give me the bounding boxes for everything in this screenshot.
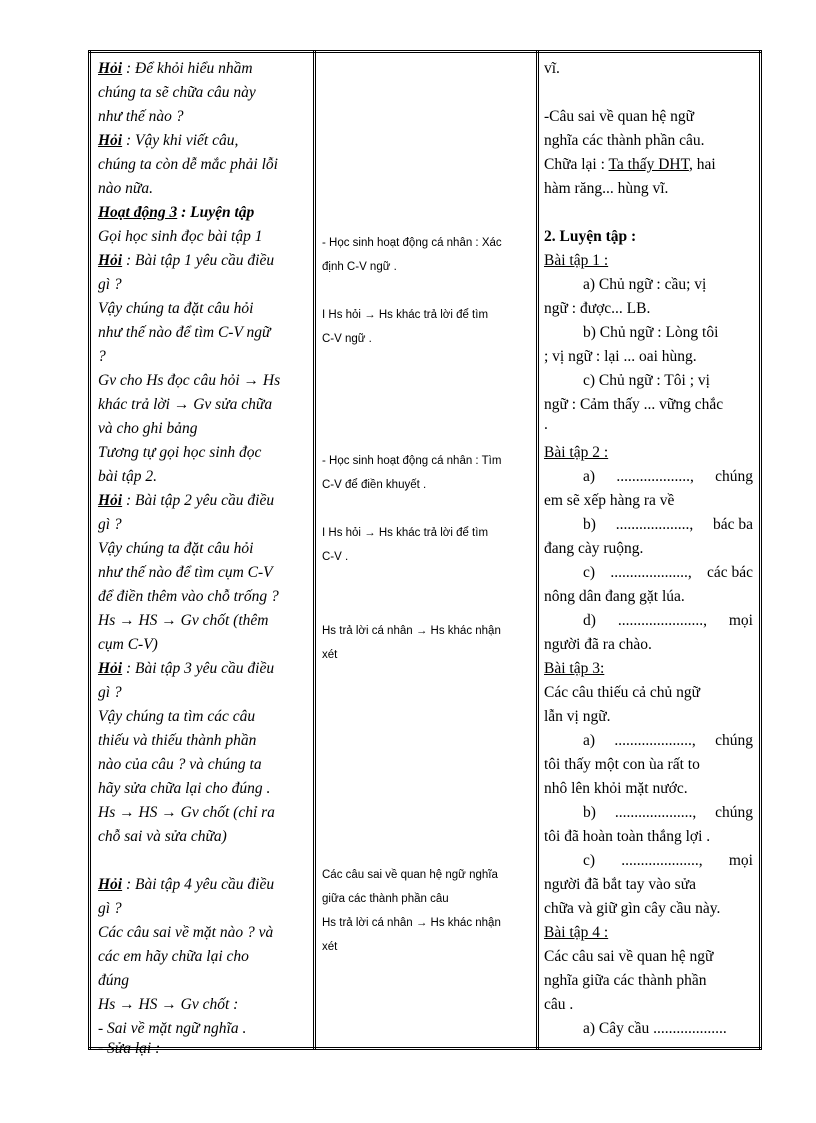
text-line: C-V ngữ . — [322, 333, 372, 345]
text-line: và cho ghi bảng — [98, 420, 198, 437]
text-line: để điền thêm vào chỗ trống ? — [98, 588, 279, 605]
text-line: Hs → HS → Gv chốt : — [98, 996, 239, 1013]
text-line: đang cày ruộng. — [544, 540, 644, 557]
text-line: gì ? — [98, 276, 122, 293]
text-line: người đã ra chào. — [544, 636, 652, 653]
text-line: nào nữa. — [98, 180, 153, 197]
text-line: chúng ta còn dễ mắc phải lỗi — [98, 156, 278, 173]
blank-line: d) ......................, mọi — [583, 612, 753, 629]
text-line: cụm C-V) — [98, 636, 158, 653]
text-line: Gọi học sinh đọc bài tập 1 — [98, 228, 263, 245]
teacher-activity-column — [90, 52, 315, 1057]
text-line: -Câu sai về quan hệ ngữ — [544, 108, 695, 125]
exercise-title: Bài tập 1 : — [544, 252, 609, 269]
text-line: nào của câu ? và chúng ta — [98, 756, 262, 773]
text-line: em sẽ xếp hàng ra về — [544, 492, 675, 509]
text-line: Tương tự gọi học sinh đọc — [98, 444, 262, 461]
text-line: a) Cây cầu ................... — [583, 1020, 727, 1037]
text-line: hàm răng... hùng vĩ. — [544, 180, 669, 197]
text-line: như thế nào ? — [98, 108, 184, 125]
text-line: - Sửa lại : — [98, 1040, 161, 1057]
question-line: Hỏi : Bài tập 1 yêu cầu điều — [98, 252, 275, 269]
text-line: như thế nào để tìm cụm C-V — [98, 564, 273, 581]
text-line: c) Chủ ngữ : Tôi ; vị — [583, 372, 710, 389]
text-line: chỗ sai và sửa chữa) — [98, 828, 227, 845]
text-line: chúng ta sẽ chữa câu này — [98, 84, 256, 101]
text-line: tôi đã hoàn toàn thắng lợi . — [544, 828, 711, 845]
text-line: định C-V ngữ . — [322, 261, 397, 273]
exercise-title: Bài tập 2 : — [544, 444, 609, 461]
text-line: nghĩa giữa các thành phần — [544, 972, 707, 989]
lesson-table — [88, 50, 762, 1057]
text-line: đúng — [98, 972, 129, 989]
text-line: lẫn vị ngữ. — [544, 708, 611, 725]
text-line: . — [544, 416, 548, 433]
text-line: khác trả lời → Gv sửa chữa — [98, 396, 273, 413]
text-line: - Sai về mặt ngữ nghĩa . — [98, 1020, 247, 1037]
fix-line: Chữa lại : Ta thấy DHT, hai — [544, 156, 716, 173]
text-line: vĩ. — [544, 60, 560, 77]
question-line: Hỏi : Bài tập 2 yêu cầu điều — [98, 492, 275, 509]
text-line: ? — [98, 348, 106, 365]
question-line: Hỏi : Vậy khi viết câu, — [98, 132, 239, 149]
question-line: Hỏi : Để khỏi hiểu nhầm — [98, 60, 253, 77]
text-line: a) Chủ ngữ : cầu; vị — [583, 276, 707, 293]
text-line: giữa các thành phần câu — [322, 893, 449, 905]
text-line: C-V . — [322, 551, 349, 563]
text-line: ngữ : được... LB. — [544, 300, 651, 317]
content-column — [538, 52, 761, 1049]
exercise-title: Bài tập 4 : — [544, 924, 609, 941]
text-line: tôi thấy một con ùa rất to — [544, 756, 700, 773]
text-line: nông dân đang gặt lúa. — [544, 588, 685, 605]
blank-line: c) ...................., mọi — [583, 852, 753, 869]
student-activity-column — [315, 52, 538, 1049]
text-line: nhô lên khỏi mặt nước. — [544, 780, 688, 797]
text-line: Vậy chúng ta tìm các câu — [98, 708, 256, 725]
blank-line: b) ...................., chúng — [583, 804, 753, 821]
text-line: xét — [322, 649, 338, 661]
text-line: Hs → HS → Gv chốt (thêm — [98, 612, 269, 629]
question-line: Hỏi : Bài tập 4 yêu cầu điều — [98, 876, 275, 893]
text-line: - Học sinh hoạt động cá nhân : Tìm — [322, 455, 502, 467]
text-line: gì ? — [98, 516, 122, 533]
text-line: Hs → HS → Gv chốt (chỉ ra — [98, 804, 275, 821]
text-line: hãy sửa chữa lại cho đúng . — [98, 780, 271, 797]
text-line: gì ? — [98, 684, 122, 701]
text-line: thiếu và thiếu thành phần — [98, 732, 257, 749]
blank-line: a) ..................., chúng — [583, 468, 753, 485]
exercise-title: Bài tập 3: — [544, 660, 605, 677]
text-line: I Hs hỏi → Hs khác trả lời để tìm — [322, 309, 489, 321]
question-line: Hỏi : Bài tập 3 yêu cầu điều — [98, 660, 275, 677]
blank-line: b) ..................., bác ba — [583, 516, 753, 533]
text-line: C-V để điền khuyết . — [322, 479, 427, 491]
text-line: các em hãy chữa lại cho — [98, 948, 249, 965]
text-line: Hs trả lời cá nhân → Hs khác nhận — [322, 625, 501, 637]
text-line: - Học sinh hoạt động cá nhân : Xác — [322, 237, 502, 249]
text-line: như thế nào để tìm C-V ngữ — [98, 324, 271, 341]
activity-heading: Hoạt động 3 : Luyện tập — [98, 204, 255, 221]
text-line: người đã bắt tay vào sửa — [544, 876, 696, 893]
text-line: bài tập 2. — [98, 468, 157, 485]
blank-line: c) ...................., các bác — [583, 564, 753, 581]
text-line: I Hs hỏi → Hs khác trả lời để tìm — [322, 527, 489, 539]
text-line: xét — [322, 941, 338, 953]
text-line: Các câu sai về mặt nào ? và — [98, 924, 274, 941]
text-line: Các câu thiếu cả chủ ngữ — [544, 684, 701, 701]
text-line: Hs trả lời cá nhân → Hs khác nhận — [322, 917, 501, 929]
section-heading: 2. Luyện tập : — [544, 228, 637, 245]
text-line: Vậy chúng ta đặt câu hỏi — [98, 540, 254, 557]
text-line: Các câu sai về quan hệ ngữ nghĩa — [322, 869, 498, 881]
text-line: Các câu sai về quan hệ ngữ — [544, 948, 714, 965]
blank-line: a) ...................., chúng — [583, 732, 753, 749]
text-line: ngữ : Cảm thấy ... vững chắc — [544, 396, 724, 413]
text-line: nghĩa các thành phần câu. — [544, 132, 705, 149]
text-line: ; vị ngữ : lại ... oai hùng. — [544, 348, 697, 365]
text-line: gì ? — [98, 900, 122, 917]
text-line: chữa và giữ gìn cây cầu này. — [544, 900, 721, 917]
text-line: Vậy chúng ta đặt câu hỏi — [98, 300, 254, 317]
text-line: câu . — [544, 996, 574, 1013]
text-line: Gv cho Hs đọc câu hỏi → Hs — [98, 372, 281, 389]
text-line: b) Chủ ngữ : Lòng tôi — [583, 324, 719, 341]
